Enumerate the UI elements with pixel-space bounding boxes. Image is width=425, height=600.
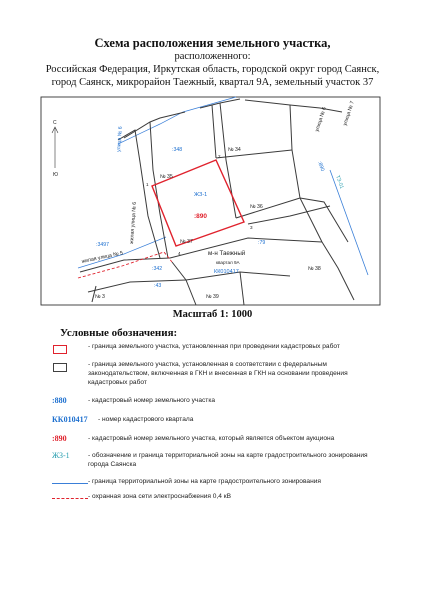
cad-number-43: :43 [154,283,162,289]
parcel-label-35: № 35 [160,174,173,180]
legend-symbol [52,415,86,429]
legend-text: - граница земельного участка, установленная в соответствии с федеральным законодательством, включенная в ГКН и внесенная в ГКН на основании проведения кадастровых работ [88,361,348,386]
cad-number-3497: :3497 [96,242,109,248]
legend-text: - граница земельного участка, установленная при проведении кадастровых работ [88,343,340,350]
header-line-4: город Саянск, микрорайон Таежный, квартал 9А, земельный участок 37 [51,77,374,88]
parcel-label-3: № 3 [95,294,105,300]
compass-north-label: С [53,120,57,126]
legend-title: Условные обозначения: [60,327,178,339]
legend-symbol-text: ЖЗ-1 [52,451,70,460]
parcel-label-37: № 37 [180,239,193,245]
legend-text: - номер кадастрового квартала [98,416,194,423]
header-line-3: Российская Федерация, Иркутская область, городской округ город Саянск, [45,64,380,75]
legend-symbol [52,396,86,410]
legend-symbol [52,492,86,506]
dark-box-icon [53,363,67,372]
point-label-4: 4 [178,251,181,256]
page-title: Схема расположения земельного участка, [94,36,331,50]
parcel-label-38: № 38 [308,266,321,272]
legend-symbol [52,360,86,374]
blue-line-icon [52,483,88,484]
legend-symbol [52,434,86,448]
legend-text: - обозначение и граница территориальной зоны на карте градостроительного зонирования города Саянска [88,452,368,468]
compass-south-label: Ю [53,172,59,178]
point-label-3: 3 [250,225,253,230]
cad-number-342: :342 [152,266,163,272]
parcel-label-34: № 34 [228,147,241,153]
street-label-6-left: улица № 6 [116,126,124,153]
auction-parcel-boundary [152,160,244,246]
legend-symbol [52,451,86,465]
parcel-label-36: № 36 [250,204,263,210]
quarter-number-label: КК010417 [214,269,239,275]
street-line-right [330,170,368,275]
red-dashed-line-icon [52,498,88,499]
legend-symbol [52,342,86,356]
legend-symbol [52,477,86,491]
street-label-7: улица № 7 [342,100,356,127]
cad-number-890-top: :890 [316,160,326,173]
legend-symbol-text: КК010417 [52,415,88,424]
point-label-1: 1 [146,182,149,187]
point-label-2: 2 [218,154,221,159]
street-label-zhil-5: жилая улица № 5 [81,250,124,265]
cad-number-right: :79 [258,240,266,246]
zone-code-right-label: ТЗ-01 [334,174,345,190]
quarter-name-label: квартал 9А [216,260,240,265]
cad-number-890-auction: :890 [194,213,208,220]
parcel-label-39: № 39 [206,294,219,300]
street-label-6-top: улица № 6 [314,106,328,133]
legend-text: - кадастровый номер земельного участка [88,397,216,404]
legend-text: - граница территориальной зоны на карте градостроительного зонирования [88,478,321,485]
red-box-icon [53,345,67,354]
zone-code-label: ЖЗ-1 [194,192,208,198]
legend-text: - кадастровый номер земельного участка, который является объектом аукциона [88,435,335,442]
legend-symbol-text: :890 [52,434,67,443]
map-scale: Масштаб 1: 1000 [172,309,253,320]
map-frame [41,97,380,305]
street-label-zhil-6: жилая улица № 6 [129,201,138,245]
legend-symbol-text: :880 [52,396,67,405]
district-name-label: м-н Таежный [208,250,246,257]
header-line-2: расположенного: [174,51,251,62]
legend-text: - охранная зона сети электроснабжения 0,4 кВ [88,493,232,500]
cad-number-348: :348 [172,147,183,153]
